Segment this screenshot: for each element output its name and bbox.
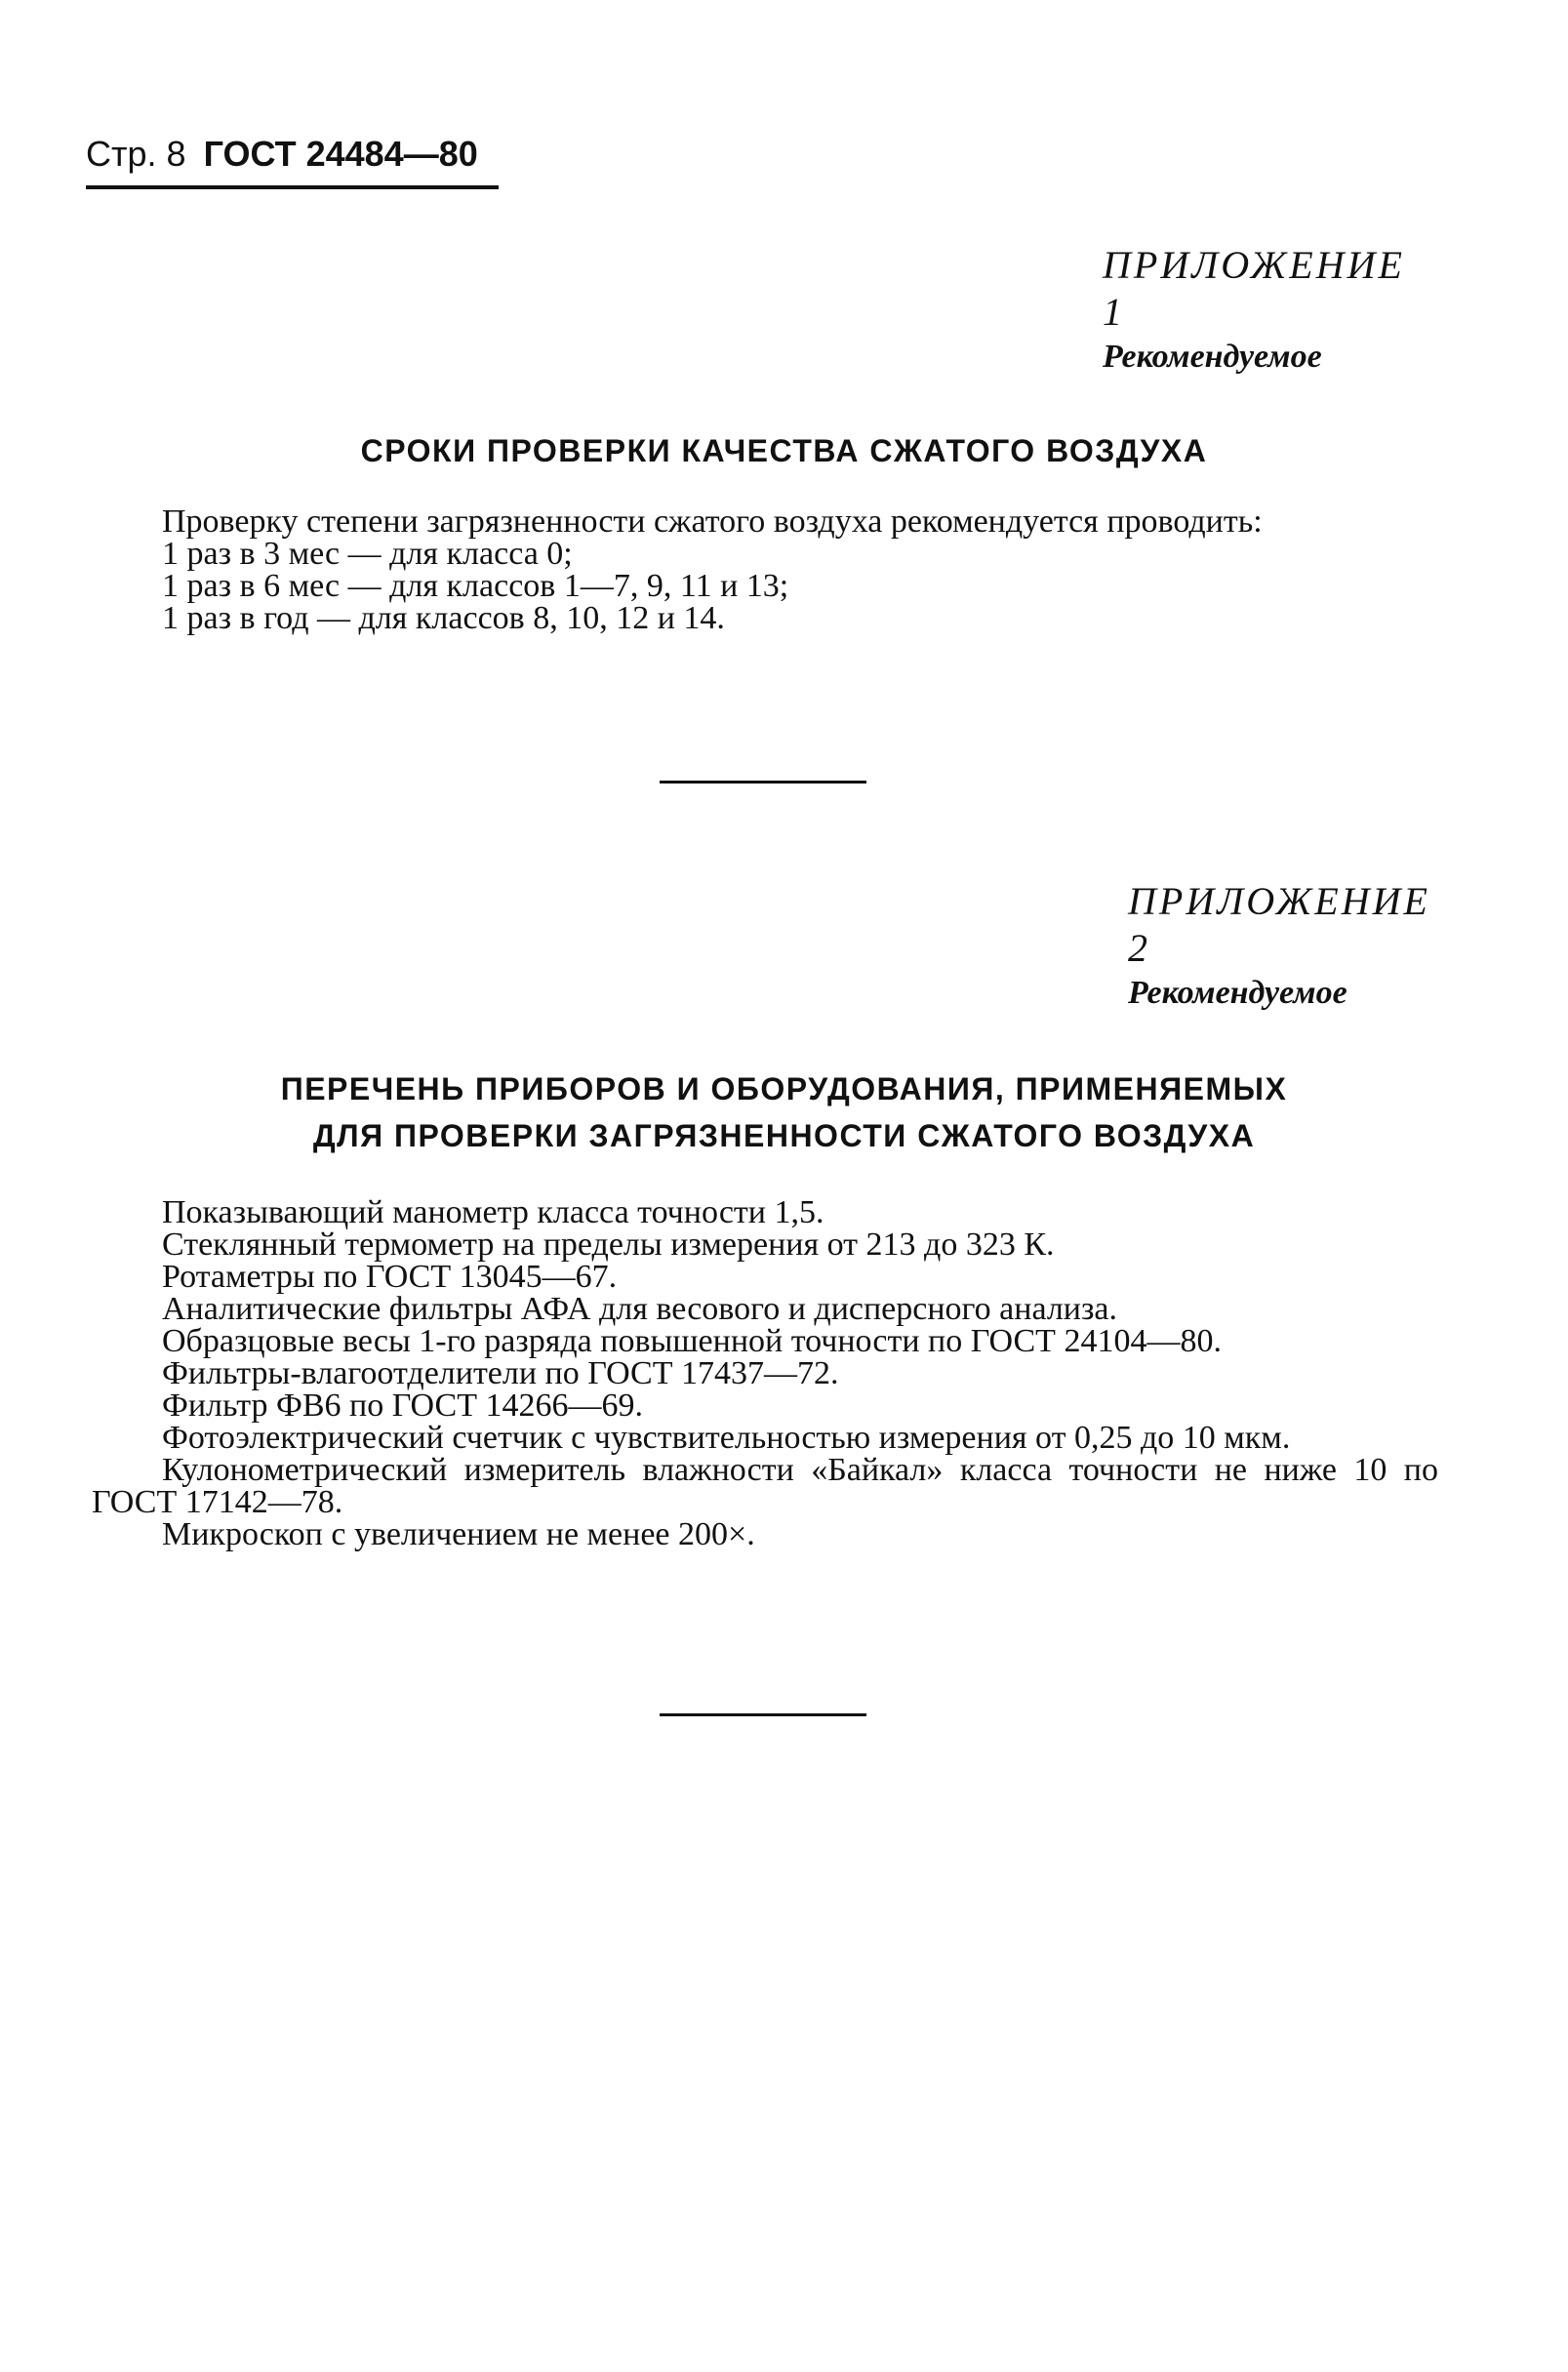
- header-rule: [86, 185, 499, 189]
- appendix-1-label: [1103, 242, 1431, 379]
- list-item: 1 раз в год — для классов 8, 10, 12 и 14.: [162, 600, 725, 636]
- appendix-status: Рекомендуемое: [1103, 339, 1322, 375]
- appendix-status: Рекомендуемое: [1128, 975, 1347, 1011]
- section-divider: [660, 1713, 866, 1716]
- list-item: Фильтр ФВ6 по ГОСТ 14266—69.: [162, 1387, 643, 1424]
- section-1-body: [92, 505, 1438, 634]
- list-item: Показывающий манометр класса точности 1,5.: [162, 1194, 824, 1230]
- list-item: Ротаметры по ГОСТ 13045—67.: [162, 1259, 618, 1295]
- list-item: Фильтры-влагоотделители по ГОСТ 17437—72.: [162, 1355, 839, 1391]
- list-item: Фотоэлектрический счетчик с чувствительностью измерения от 0,25 до 10 мкм.: [162, 1420, 1291, 1456]
- section-heading: СРОКИ ПРОВЕРКИ КАЧЕСТВА СЖАТОГО ВОЗДУХА: [360, 433, 1208, 468]
- section-heading: [0, 1065, 1568, 1159]
- section-2-body: [92, 1196, 1438, 1550]
- intro-paragraph: Проверку степени загрязненности сжатого воздуха рекомендуется проводить:: [162, 503, 1263, 540]
- list-item: Образцовые весы 1-го разряда повышенной точности по ГОСТ 24104—80.: [162, 1323, 1222, 1359]
- appendix-2-label: [1128, 878, 1431, 1015]
- list-item: 1 раз в 3 мес — для класса 0;: [162, 536, 573, 572]
- heading-line: ПЕРЕЧЕНЬ ПРИБОРОВ И ОБОРУДОВАНИЯ, ПРИМЕНЯЕМЫХ: [280, 1071, 1288, 1106]
- list-item: Аналитические фильтры АФА для весового и дисперсного анализа.: [162, 1291, 1118, 1327]
- standard-number: ГОСТ 24484—80: [203, 134, 478, 174]
- list-item: Кулонометрический измеритель влажности «Байкал» класса точности не ниже 10 по ГОСТ 17142—78.: [92, 1452, 1438, 1520]
- appendix-title: ПРИЛОЖЕНИЕ 2: [1128, 879, 1430, 970]
- page-number: Стр. 8: [86, 134, 186, 174]
- appendix-title: ПРИЛОЖЕНИЕ 1: [1103, 243, 1405, 334]
- page-header: [86, 133, 478, 176]
- list-item: Стеклянный термометр на пределы измерения от 213 до 323 К.: [162, 1226, 1055, 1263]
- list-item: 1 раз в 6 мес — для классов 1—7, 9, 11 и 13;: [162, 568, 789, 604]
- section-divider: [660, 781, 866, 784]
- heading-line: ДЛЯ ПРОВЕРКИ ЗАГРЯЗНЕННОСТИ СЖАТОГО ВОЗДУХА: [312, 1118, 1256, 1153]
- list-item: Микроскоп с увеличением не менее 200×.: [162, 1516, 755, 1552]
